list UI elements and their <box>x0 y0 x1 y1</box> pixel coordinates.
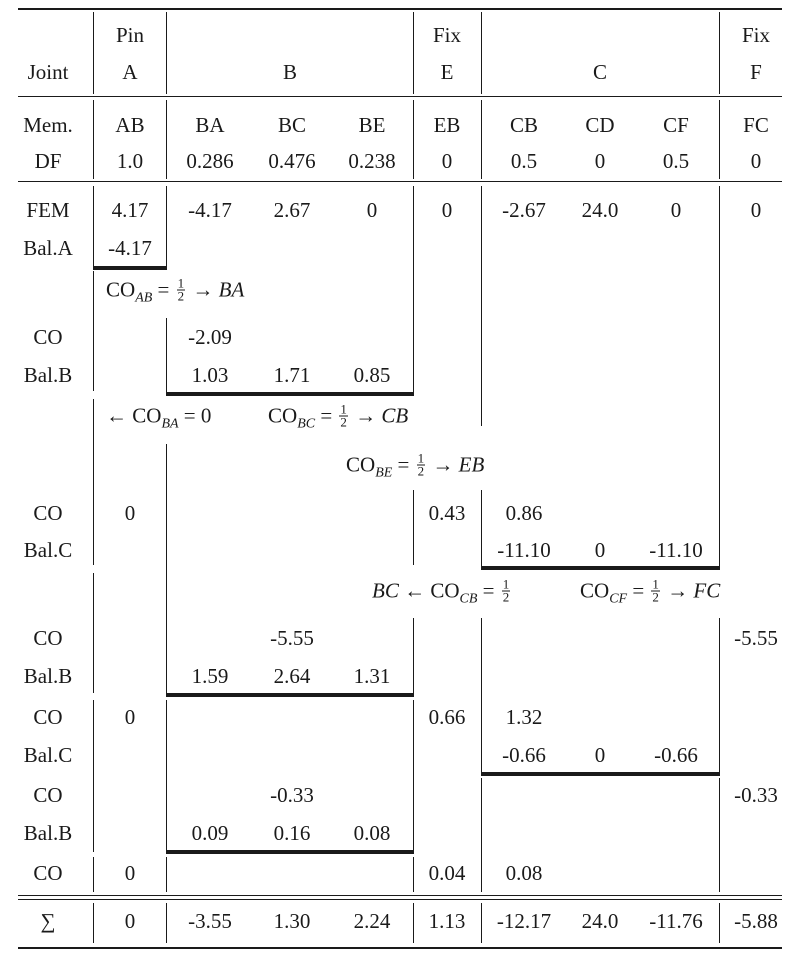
moment-cell: 1.31 <box>353 664 391 688</box>
mem-vline-3 <box>413 100 414 179</box>
moment-cell: 1.03 <box>191 363 229 387</box>
joint-b-name: B <box>282 60 298 84</box>
sum-cell: 2.24 <box>353 909 391 933</box>
df-cell: 0 <box>441 149 453 173</box>
header-vline-3 <box>413 12 414 94</box>
moment-cell: 0 <box>594 743 606 767</box>
body-vline-1b <box>93 271 94 391</box>
body-vline-3b <box>413 490 414 565</box>
df-cell: 1.0 <box>116 149 144 173</box>
row-label: Bal.C <box>23 538 73 562</box>
row-label: CO <box>33 861 63 885</box>
header-vline-4 <box>481 12 482 94</box>
df-cell: 0 <box>750 149 762 173</box>
df-cell: 0.476 <box>268 149 316 173</box>
body-vline-3c <box>413 618 414 693</box>
carryover-be-note: $CO_{BE}$ = $\frac{1}{2}$ → EB <box>346 450 485 481</box>
body-vline-1a <box>93 186 94 266</box>
moment-cell: 0.16 <box>273 821 311 845</box>
mem-label: Mem. <box>23 113 73 137</box>
df-cell: 0.5 <box>662 149 690 173</box>
row-label: FEM <box>26 198 70 222</box>
sum-vline-4 <box>481 903 482 943</box>
member-cell: BA <box>195 113 225 137</box>
moment-cell: 0 <box>441 198 453 222</box>
mem-vline-2 <box>166 100 167 179</box>
moment-cell: 0.09 <box>191 821 229 845</box>
moment-cell: 0 <box>124 705 136 729</box>
member-cell: CB <box>509 113 539 137</box>
joint-f-name: F <box>750 60 762 84</box>
sum-cell: -5.88 <box>734 909 778 933</box>
sum-cell: -11.76 <box>649 909 703 933</box>
sum-rule-top-2 <box>18 899 782 900</box>
sum-cell: 24.0 <box>581 909 619 933</box>
sum-cell: 1.13 <box>428 909 466 933</box>
body-vline-5c <box>719 778 720 892</box>
body-vline-2c <box>166 444 167 694</box>
sum-cell: -12.17 <box>496 909 552 933</box>
body-vline-2d <box>166 700 167 852</box>
balance-line-b1 <box>166 392 414 396</box>
joint-a-name: A <box>122 60 138 84</box>
moment-cell: -2.09 <box>188 325 232 349</box>
body-vline-3a <box>413 186 414 392</box>
body-vline-5a <box>719 186 720 566</box>
df-cell: 0.238 <box>348 149 396 173</box>
sum-label: ∑ <box>40 909 56 933</box>
moment-cell: 1.32 <box>505 705 543 729</box>
moment-cell: 0.08 <box>353 821 391 845</box>
moment-cell: 0.08 <box>505 861 543 885</box>
body-vline-1e <box>93 700 94 852</box>
body-vline-4c <box>481 618 482 773</box>
moment-cell: 4.17 <box>111 198 149 222</box>
moment-cell: 2.64 <box>273 664 311 688</box>
moment-cell: 24.0 <box>581 198 619 222</box>
row-label: Bal.A <box>23 236 73 260</box>
moment-cell: 2.67 <box>273 198 311 222</box>
balance-line-b2 <box>166 693 414 697</box>
moment-cell: -11.10 <box>497 538 551 562</box>
sum-vline-1 <box>93 903 94 943</box>
joint-c-name: C <box>592 60 608 84</box>
body-vline-1d <box>93 573 94 693</box>
body-vline-4d <box>481 778 482 892</box>
member-cell: EB <box>433 113 461 137</box>
balance-line-c1 <box>481 566 720 570</box>
body-vline-3e <box>413 857 414 892</box>
header-vline-1 <box>93 12 94 94</box>
moment-cell: 0.66 <box>428 705 466 729</box>
row-label: Bal.B <box>23 821 73 845</box>
row-label: Bal.B <box>23 363 73 387</box>
df-cell: 0 <box>594 149 606 173</box>
carryover-ab-note: $CO_{AB}$ = $\frac{1}{2}$ → BA <box>106 275 245 306</box>
sum-cell: -3.55 <box>188 909 232 933</box>
header-vline-5 <box>719 12 720 94</box>
df-cell: 0.286 <box>186 149 234 173</box>
joint-e-type: Fix <box>432 23 462 47</box>
row-label: CO <box>33 626 63 650</box>
moment-cell: 0.85 <box>353 363 391 387</box>
member-cell: AB <box>115 113 145 137</box>
body-vline-1c <box>93 399 94 565</box>
bottom-rule <box>18 947 782 949</box>
moment-cell: -2.67 <box>502 198 546 222</box>
df-rule <box>18 181 782 182</box>
moment-cell: -5.55 <box>270 626 314 650</box>
moment-cell: -0.66 <box>502 743 546 767</box>
sum-vline-3 <box>413 903 414 943</box>
sum-cell: 0 <box>124 909 136 933</box>
joint-a-type: Pin <box>115 23 145 47</box>
moment-cell: 0 <box>750 198 762 222</box>
joint-e-name: E <box>440 60 454 84</box>
df-label: DF <box>34 149 62 173</box>
header-vline-2 <box>166 12 167 94</box>
moment-cell: 0.43 <box>428 501 466 525</box>
member-cell: BC <box>277 113 307 137</box>
row-label: CO <box>33 325 63 349</box>
moment-cell: 0 <box>124 861 136 885</box>
carryover-bc-note: $CO_{BC}$ = $\frac{1}{2}$ → CB <box>268 401 409 432</box>
moment-cell: 0 <box>124 501 136 525</box>
body-vline-4a <box>481 186 482 426</box>
moment-cell: 0 <box>670 198 682 222</box>
body-vline-2a <box>166 186 167 266</box>
body-vline-1f <box>93 857 94 892</box>
body-vline-2e <box>166 857 167 892</box>
carryover-ba-note: ← $CO_{BA} = 0$ <box>106 403 212 432</box>
moment-cell: -0.33 <box>270 783 314 807</box>
moment-cell: -11.10 <box>649 538 703 562</box>
balance-line-c2 <box>481 772 720 776</box>
member-cell: CD <box>585 113 615 137</box>
body-vline-5b <box>719 618 720 773</box>
moment-cell: 1.71 <box>273 363 311 387</box>
top-rule <box>18 8 782 10</box>
moment-cell: 1.59 <box>191 664 229 688</box>
moment-cell: 0.04 <box>428 861 466 885</box>
moment-cell: 0 <box>366 198 378 222</box>
moment-cell: 0.86 <box>505 501 543 525</box>
row-label: Bal.C <box>23 743 73 767</box>
mem-vline-4 <box>481 100 482 179</box>
row-label: Bal.B <box>23 664 73 688</box>
sum-rule-top <box>18 895 782 896</box>
row-label: CO <box>33 501 63 525</box>
header-rule <box>18 96 782 97</box>
moment-cell: -4.17 <box>188 198 232 222</box>
sum-vline-5 <box>719 903 720 943</box>
df-cell: 0.5 <box>510 149 538 173</box>
joint-label: Joint <box>27 60 69 84</box>
sum-vline-2 <box>166 903 167 943</box>
row-label: CO <box>33 783 63 807</box>
body-vline-3d <box>413 700 414 852</box>
carryover-cb-note: BC ← $CO_{CB}$ = $\frac{1}{2}$ <box>372 576 510 607</box>
joint-f-type: Fix <box>741 23 771 47</box>
body-vline-2b <box>166 318 167 393</box>
body-vline-4b <box>481 490 482 568</box>
mem-vline-5 <box>719 100 720 179</box>
member-cell: BE <box>358 113 386 137</box>
moment-cell: -0.66 <box>654 743 698 767</box>
balance-line-b3 <box>166 850 414 854</box>
member-cell: CF <box>663 113 689 137</box>
sum-cell: 1.30 <box>273 909 311 933</box>
moment-cell: -0.33 <box>734 783 778 807</box>
mem-vline-1 <box>93 100 94 179</box>
moment-cell: -4.17 <box>108 236 152 260</box>
moment-cell: 0 <box>594 538 606 562</box>
balance-line-a <box>93 266 167 270</box>
member-cell: FC <box>743 113 769 137</box>
moment-cell: -5.55 <box>734 626 778 650</box>
row-label: CO <box>33 705 63 729</box>
carryover-cf-note: $CO_{CF}$ = $\frac{1}{2}$ → FC <box>580 576 721 607</box>
